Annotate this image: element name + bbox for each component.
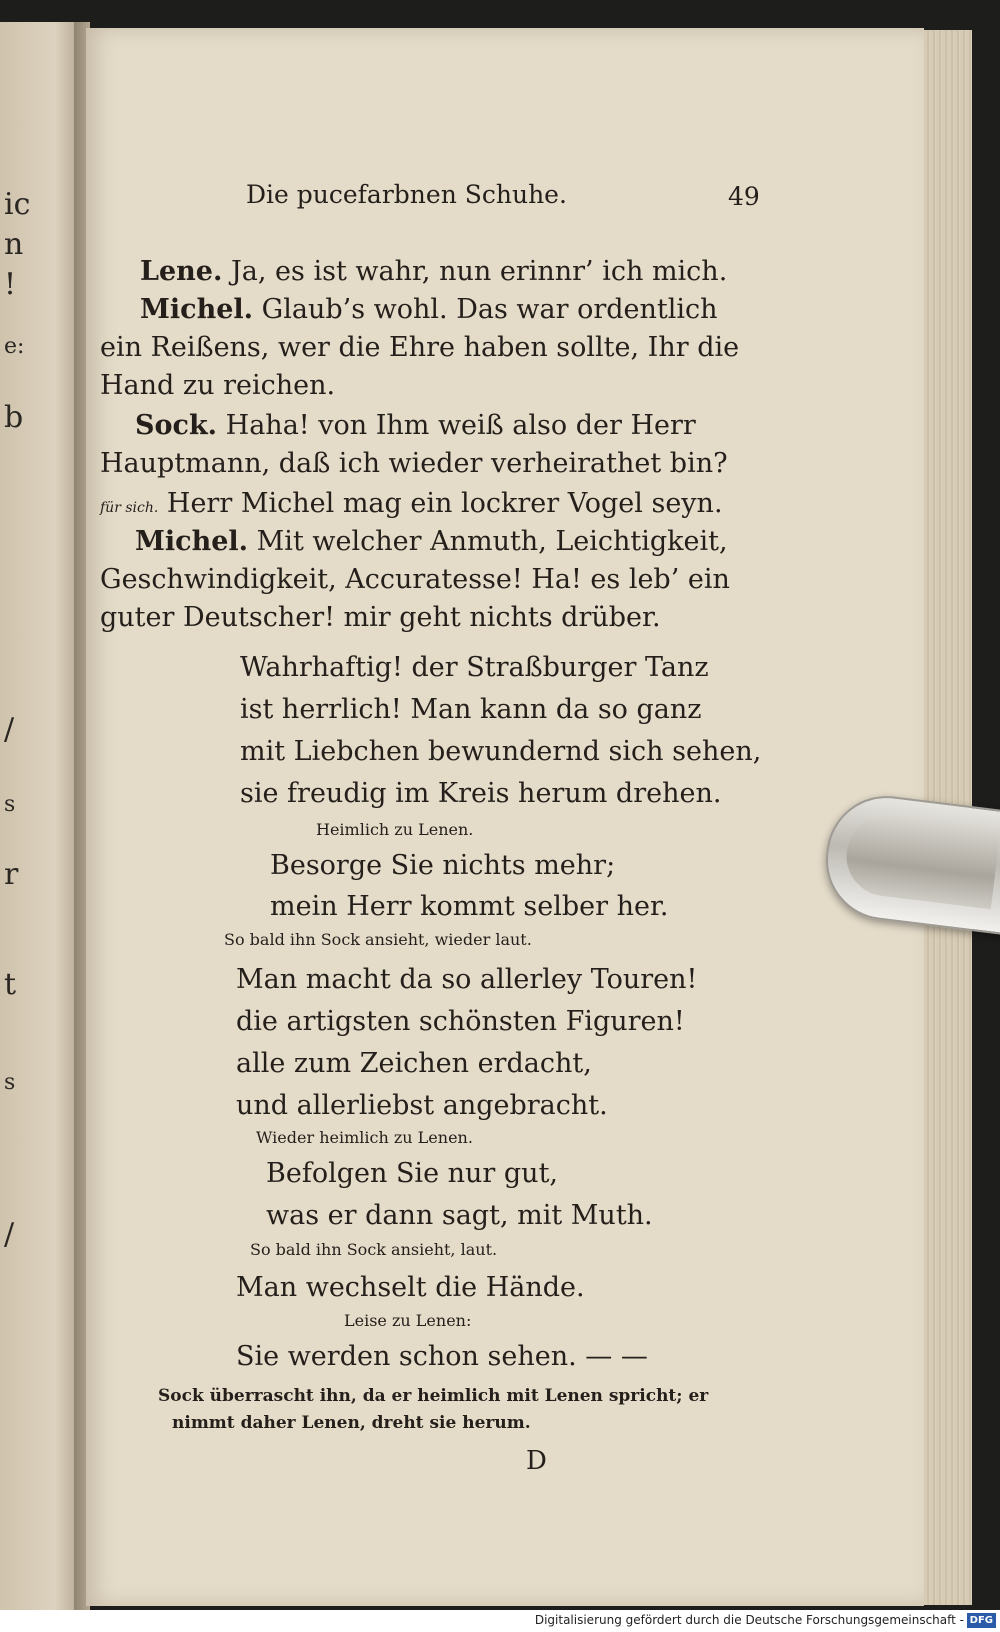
- dialogue-line: [100, 566, 730, 593]
- dialogue-line: [135, 412, 696, 439]
- digitization-credit: Digitalisierung gefördert durch die Deutsche Forschungsgemeinschaft -: [534, 1613, 964, 1627]
- verse-line: Sie werden schon sehen. — —: [236, 1341, 648, 1372]
- footer-bar: [0, 1610, 1000, 1632]
- speaker-name: Lene.: [140, 256, 223, 287]
- verse-line: und allerliebst angebracht.: [236, 1090, 608, 1121]
- dialogue-line: [100, 334, 739, 361]
- verse-line: alle zum Zeichen erdacht,: [236, 1048, 592, 1079]
- dialogue-text: Geschwindigkeit, Accuratesse! Ha! es leb’ ein: [100, 564, 730, 595]
- verse-line: die artigsten schönsten Figuren!: [236, 1006, 685, 1037]
- left-page-fragment: /: [4, 1217, 15, 1252]
- left-page-fragment: r: [4, 857, 19, 892]
- left-page-fragment: s: [4, 1070, 16, 1095]
- verse-line: ist herrlich! Man kann da so ganz: [240, 694, 702, 725]
- page-number: 49: [728, 182, 760, 211]
- verse-line: mein Herr kommt selber her.: [270, 891, 669, 922]
- dfg-logo: DFG: [967, 1613, 996, 1628]
- dialogue-line: [100, 604, 661, 631]
- running-title: Die pucefarbnen Schuhe.: [246, 180, 567, 209]
- stage-direction-inline: Heimlich zu Lenen.: [316, 820, 474, 839]
- speaker-name: Sock.: [135, 410, 218, 441]
- verse-line: Man macht da so allerley Touren!: [236, 964, 698, 995]
- dialogue-text: Glaub’s wohl. Das war ordentlich: [261, 294, 718, 325]
- stage-direction-inline: Wieder heimlich zu Lenen.: [256, 1128, 473, 1147]
- dialogue-text: Ja, es ist wahr, nun erinnr’ ich mich.: [230, 256, 728, 287]
- verse-line: Befolgen Sie nur gut,: [266, 1158, 559, 1189]
- facing-page-fragment: [0, 22, 78, 1610]
- left-page-fragment: e:: [4, 334, 25, 359]
- left-page-fragment: !: [4, 267, 17, 302]
- dialogue-line: [100, 372, 335, 399]
- dialogue-line: [140, 296, 718, 323]
- verse-line: Man wechselt die Hände.: [236, 1272, 585, 1303]
- verse-line: Wahrhaftig! der Straßburger Tanz: [240, 652, 709, 683]
- speaker-name: Michel.: [140, 294, 254, 325]
- dialogue-text: Hand zu reichen.: [100, 370, 336, 401]
- dialogue-text: Hauptmann, daß ich wieder verheirathet bin?: [100, 448, 728, 479]
- dialogue-text: Herr Michel mag ein lockrer Vogel seyn.: [166, 488, 723, 519]
- left-page-fragment: t: [4, 967, 17, 1002]
- left-page-fragment: n: [4, 227, 24, 262]
- dialogue-line: [135, 528, 728, 555]
- stage-direction-inline: So bald ihn Sock ansieht, wieder laut.: [224, 930, 532, 949]
- stage-direction: Sock überrascht ihn, da er heimlich mit Lenen spricht; er: [158, 1386, 709, 1406]
- left-page-fragment: ic: [4, 187, 31, 222]
- stage-direction: nimmt daher Lenen, dreht sie herum.: [172, 1413, 531, 1433]
- dialogue-text: ein Reißens, wer die Ehre haben sollte, Ihr die: [100, 332, 740, 363]
- verse-line: Besorge Sie nichts mehr;: [270, 850, 616, 881]
- verse-line: was er dann sagt, mit Muth.: [266, 1200, 653, 1231]
- stage-direction-inline: So bald ihn Sock ansieht, laut.: [250, 1240, 498, 1259]
- left-page-fragment: b: [4, 400, 24, 435]
- dialogue-line: [140, 258, 727, 285]
- left-page-fragment: /: [4, 712, 15, 747]
- book-clamp-inner: [842, 812, 1000, 910]
- signature-mark: D: [526, 1446, 547, 1476]
- dialogue-text: Haha! von Ihm weiß also der Herr: [225, 410, 696, 441]
- verse-line: mit Liebchen bewundernd sich sehen,: [240, 736, 762, 767]
- dialogue-text: Mit welcher Anmuth, Leichtigkeit,: [256, 526, 728, 557]
- stage-direction-inline: Leise zu Lenen:: [344, 1311, 472, 1330]
- dialogue-line: [100, 490, 723, 517]
- verse-line: sie freudig im Kreis herum drehen.: [240, 778, 722, 809]
- dialogue-text: guter Deutscher! mir geht nichts drüber.: [100, 602, 661, 633]
- left-page-fragment: s: [4, 792, 16, 817]
- dialogue-line: [100, 450, 728, 477]
- speaker-name: Michel.: [135, 526, 249, 557]
- aside-direction: für sich.: [100, 500, 159, 516]
